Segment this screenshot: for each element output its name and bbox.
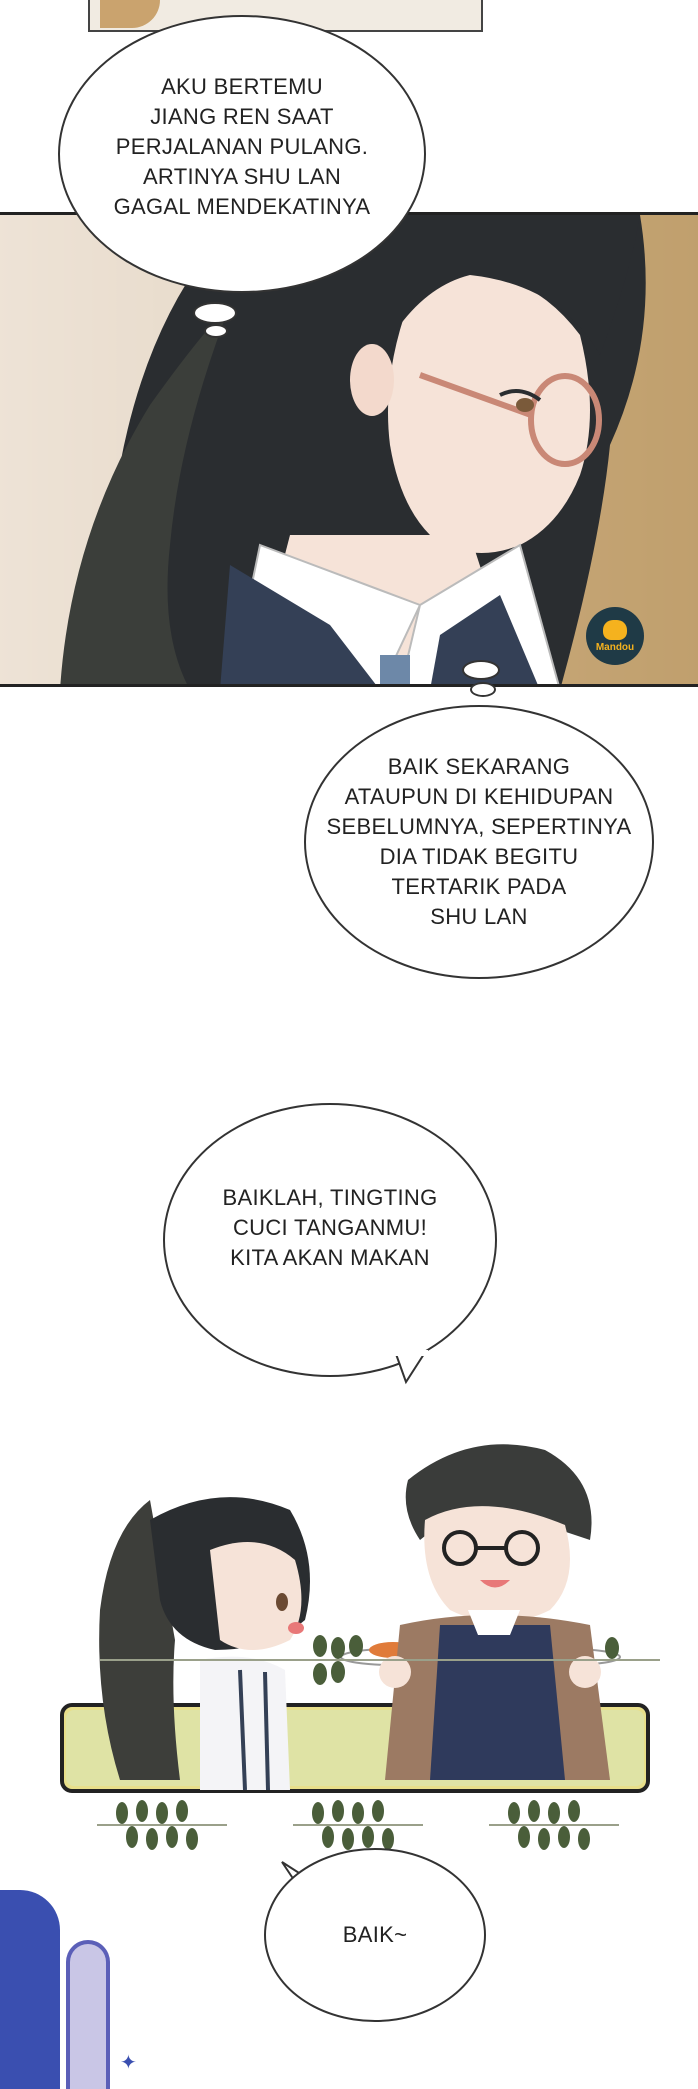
vine-divider-center: [288, 1795, 428, 1855]
bottom-left-bottle: [66, 1940, 110, 2089]
vine-divider-right: [484, 1795, 624, 1855]
speech-bubble-4: [264, 1848, 486, 2022]
speech-bubble-3-tail: [392, 1350, 432, 1386]
top-panel-art: [100, 0, 160, 28]
speech-bubble-1: [58, 15, 426, 293]
bubble-1-tail-dot-small: [204, 324, 228, 338]
family-scene: [0, 1410, 698, 1850]
bubble-2-tail-dot-large: [462, 660, 500, 680]
speech-bubble-3-text: BAIKLAH, TINGTING CUCI TANGANMU! KITA AKAN MAKAN: [222, 1185, 438, 1270]
mandou-logo-icon: [603, 620, 627, 640]
mandou-watermark: [586, 607, 644, 665]
speech-bubble-1-text: AKU BERTEMU JIANG REN SAAT PERJALANAN PULANG. ARTINYA SHU LAN GAGAL MENDEKATINYA: [113, 74, 371, 219]
sparkle-icon: ✦: [120, 2052, 137, 2074]
bubble-2-tail-dot-small: [470, 682, 496, 697]
vine-divider-left: [92, 1795, 232, 1855]
speech-bubble-4-text: BAIK~: [342, 1922, 408, 1947]
speech-bubble-2-text: BAIK SEKARANG ATAUPUN DI KEHIDUPAN SEBELUMNYA, SEPERTINYA DIA TIDAK BEGITU TERTARIK PADA SHU LAN: [326, 754, 632, 929]
bubble-1-tail-dot-large: [193, 302, 237, 324]
bottom-left-decoration: [0, 1890, 60, 2089]
mandou-watermark-text: Mandou: [595, 641, 635, 653]
girl-glasses-panel: [0, 212, 698, 687]
speech-bubble-3: [163, 1103, 497, 1377]
speech-bubble-2: [304, 705, 654, 979]
family-scene-illustration: [0, 1410, 698, 1850]
